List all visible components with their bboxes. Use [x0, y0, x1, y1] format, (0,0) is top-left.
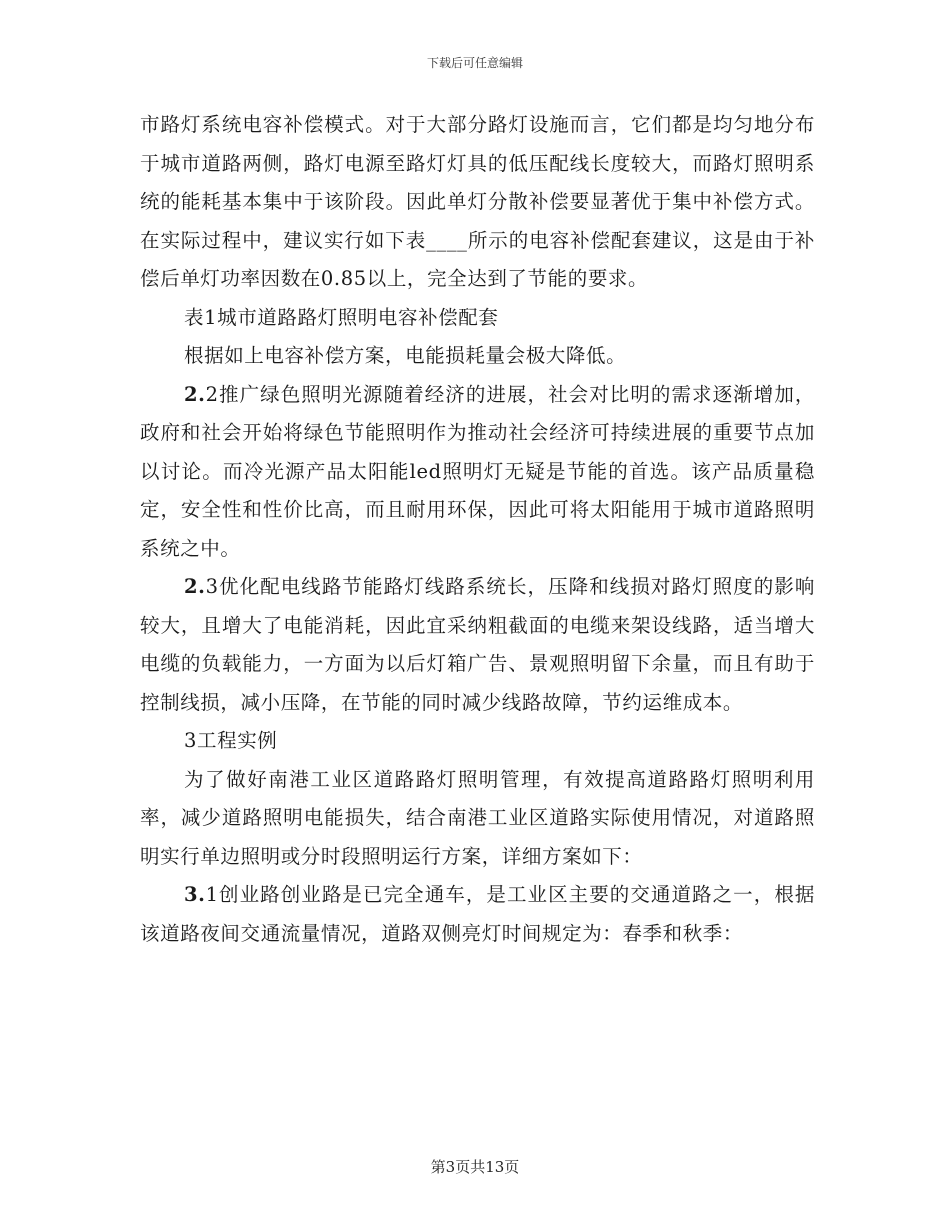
document-body [140, 106, 815, 953]
section-3-1-paragraph [140, 876, 815, 953]
table-caption-text: 表1城市道路路灯照明电容补偿配套 [184, 305, 499, 329]
section-number: 2. [184, 382, 206, 406]
paragraph-text: 2推广绿色照明光源随着经济的进展，社会对比明的需求逐渐增加，政府和社会开始将绿色节能照明作为推动社会经济可持续进展的重要节点加以讨论。而冷光源产品太阳能led照明灯无疑是节能的首选。该产品质量稳定，安全性和性价比高，而且耐用环保，因此可将太阳能用于城市道路照明系统之中。 [140, 382, 815, 560]
paragraph-text: 为了做好南港工业区道路路灯照明管理，有效提高道路路灯照明利用率，减少道路照明电能损失，结合南港工业区道路实际使用情况，对道路照明实行单边照明或分时段照明运行方案，详细方案如下： [140, 767, 815, 868]
section-heading [140, 722, 815, 761]
section-number: 2. [184, 575, 206, 598]
paragraph-text: 3优化配电线路节能路灯线路系统长，压降和线损对路灯照度的影响较大，且增大了电能消耗，因此宜采纳粗截面的电缆来架设线路，适当增大电缆的负载能力，一方面为以后灯箱广告、景观照明留下余量，而且有助于控制线损，减小压降，在节能的同时减少线路故障，节约运维成本。 [140, 575, 815, 714]
paragraph [140, 337, 815, 376]
section-2-2-paragraph [140, 376, 815, 569]
page-footer: 第3页共13页 [430, 1158, 520, 1176]
paragraph-text: 1创业路创业路是已完全通车，是工业区主要的交通道路之一，根据该道路夜间交通流量情况，道路双侧亮灯时间规定为：春季和秋季： [140, 883, 815, 945]
section-heading-text: 3工程实例 [184, 729, 278, 752]
paragraph-text: 市路灯系统电容补偿模式。对于大部分路灯设施而言，它们都是均匀地分布于城市道路两侧，路灯电源至路灯灯具的低压配线长度较大，而路灯照明系统的能耗基本集中于该阶段。因此单灯分散补偿要显著优于集中补偿方式。在实际过程中，建议实行如下表____所示的电容补偿配套建议，这是由于补偿后单灯功率因数在0.85以上，完全达到了节能的要求。 [140, 113, 815, 290]
paragraph [140, 761, 815, 877]
paragraph [140, 106, 815, 299]
section-number: 3. [184, 883, 206, 906]
paragraph-text: 根据如上电容补偿方案，电能损耗量会极大降低。 [184, 344, 627, 367]
page-header: 下载后可任意编辑 [426, 56, 523, 70]
section-2-3-paragraph [140, 568, 815, 722]
table-caption [140, 299, 815, 338]
